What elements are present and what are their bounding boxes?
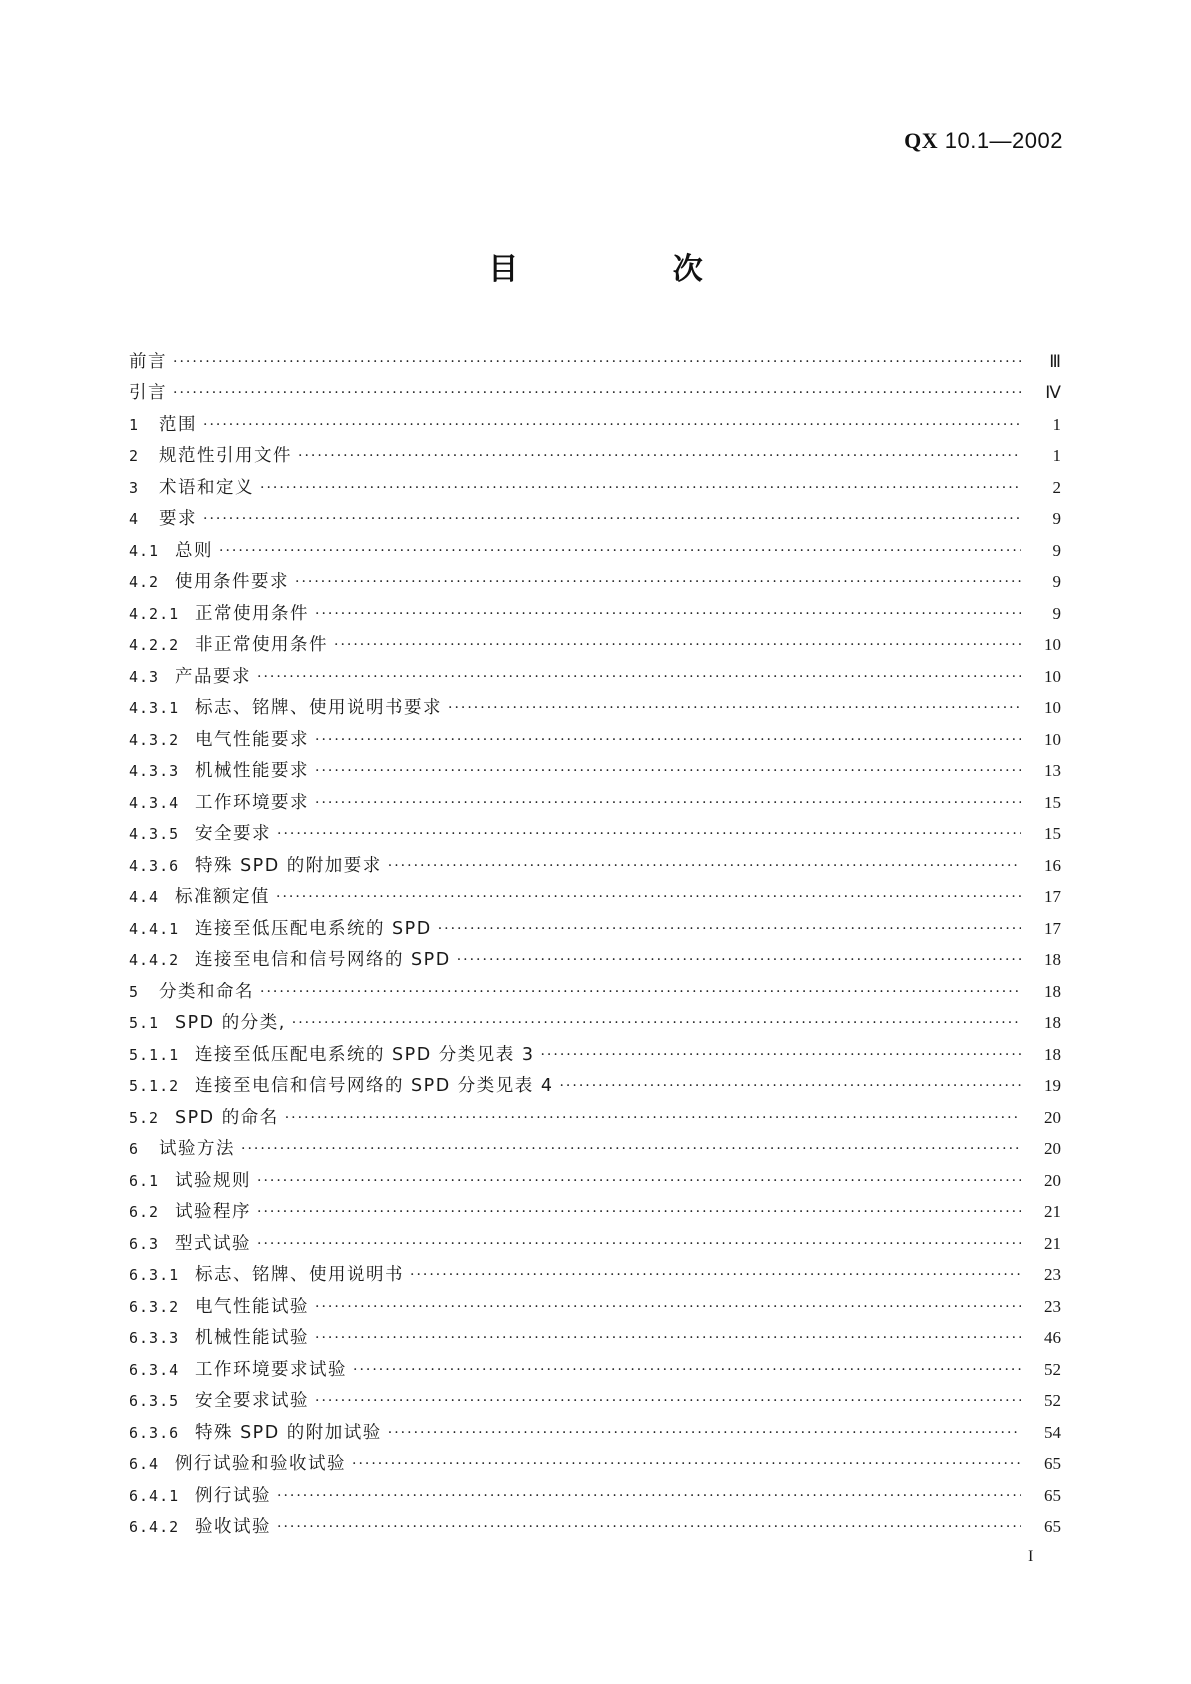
toc-entry-page: 18: [1044, 1013, 1061, 1033]
dot-leader: [410, 1265, 1021, 1285]
toc-entry-number: 4.3.2: [129, 730, 180, 749]
dot-leader: [559, 1076, 1021, 1096]
toc-entry-title: 特殊 SPD 的附加试验: [195, 1422, 382, 1443]
dot-leader: [298, 446, 1021, 466]
toc-entry-page: 54: [1044, 1422, 1061, 1442]
toc-entry[interactable]: [129, 850, 1061, 882]
toc-entry-title: 规范性引用文件: [159, 446, 292, 467]
toc-entry-page: 23: [1044, 1265, 1061, 1285]
toc-entry-page: 9: [1052, 540, 1061, 560]
toc-entry-title: 机械性能要求: [195, 761, 309, 782]
standard-code-prefix: QX: [904, 128, 939, 153]
dot-leader: [241, 1139, 1021, 1159]
toc-entry[interactable]: [129, 409, 1061, 441]
toc-entry-page: 10: [1044, 635, 1061, 655]
toc-entry-title: 特殊 SPD 的附加要求: [195, 855, 382, 876]
toc-entry[interactable]: [129, 1323, 1061, 1355]
dot-leader: [388, 1423, 1021, 1443]
toc-entry[interactable]: [129, 1354, 1061, 1386]
toc-entry-number: 6.3: [129, 1234, 160, 1253]
toc-entry-title: 标准额定值: [175, 887, 270, 908]
toc-entry[interactable]: [129, 567, 1061, 599]
toc-entry[interactable]: [129, 598, 1061, 630]
toc-entry-page: 2: [1052, 477, 1061, 497]
dot-leader: [257, 1234, 1021, 1254]
toc-entry-title: SPD 的分类,: [175, 1013, 286, 1034]
toc-entry-number: 4.2.1: [129, 604, 180, 623]
toc-entry-page: 46: [1044, 1328, 1061, 1348]
toc-entry-number: 4.4.2: [129, 951, 180, 970]
toc-entry-number: 6.3.5: [129, 1392, 180, 1411]
dot-leader: [203, 509, 1021, 529]
toc-entry-page: 21: [1044, 1233, 1061, 1253]
toc-entry-number: 4.3.3: [129, 762, 180, 781]
toc-entry-title: 试验方法: [159, 1139, 235, 1160]
toc-entry[interactable]: [129, 1260, 1061, 1292]
toc-entry-title: 非正常使用条件: [195, 635, 328, 656]
toc-entry-title: 引言: [129, 383, 167, 404]
toc-entry-number: 4.3.4: [129, 793, 180, 812]
dot-leader: [540, 1045, 1021, 1065]
toc-entry[interactable]: [129, 504, 1061, 536]
toc-entry-title: 连接至电信和信号网络的 SPD 分类见表 4: [195, 1076, 554, 1097]
dot-leader: [257, 1171, 1021, 1191]
toc-entry-page: 13: [1044, 761, 1061, 781]
toc-entry-page: 1: [1052, 446, 1061, 466]
toc-entry-page: 15: [1044, 824, 1061, 844]
toc-entry[interactable]: [129, 1102, 1061, 1134]
toc-entry-title: 安全要求试验: [195, 1391, 309, 1412]
dot-leader: [388, 856, 1021, 876]
dot-leader: [448, 698, 1021, 718]
dot-leader: [277, 1517, 1021, 1537]
dot-leader: [277, 824, 1021, 844]
toc-entry-title: 工作环境要求试验: [195, 1359, 347, 1380]
dot-leader: [315, 761, 1021, 781]
toc-entry-number: 5.2: [129, 1108, 160, 1127]
toc-entry[interactable]: [129, 882, 1061, 914]
toc-entry[interactable]: [129, 535, 1061, 567]
dot-leader: [315, 1391, 1021, 1411]
toc-entry[interactable]: [129, 472, 1061, 504]
dot-leader: [315, 793, 1021, 813]
toc-entry[interactable]: [129, 756, 1061, 788]
dot-leader: [173, 352, 1021, 372]
toc-entry-page: 15: [1044, 792, 1061, 812]
dot-leader: [203, 415, 1021, 435]
toc-entry-number: 6.4.2: [129, 1518, 180, 1537]
toc-entry-page: 52: [1044, 1359, 1061, 1379]
toc-entry-page: 20: [1044, 1170, 1061, 1190]
standard-code-number: 10.1—2002: [944, 128, 1063, 153]
toc-entry-number: 6.4: [129, 1455, 160, 1474]
toc-entry-page: 19: [1044, 1076, 1061, 1096]
toc-entry-title: 试验程序: [175, 1202, 251, 1223]
toc-entry-number: 5.1.1: [129, 1045, 180, 1064]
toc-entry-page: 65: [1044, 1454, 1061, 1474]
toc-entry-title: 试验规则: [175, 1170, 251, 1191]
toc-entry[interactable]: [129, 441, 1061, 473]
toc-entry[interactable]: [129, 1039, 1061, 1071]
toc-entry[interactable]: [129, 945, 1061, 977]
toc-entry-page: 20: [1044, 1107, 1061, 1127]
toc-entry-number: 6.3.4: [129, 1360, 180, 1379]
toc-entry-number: 4.4: [129, 888, 160, 907]
toc-entry-page: 20: [1044, 1139, 1061, 1159]
toc-entry-page: 10: [1044, 666, 1061, 686]
toc-entry-page: 65: [1044, 1485, 1061, 1505]
toc-entry[interactable]: [129, 1197, 1061, 1229]
toc-entry-number: 4.2: [129, 573, 160, 592]
toc-entry-title: 机械性能试验: [195, 1328, 309, 1349]
dot-leader: [353, 1360, 1021, 1380]
toc-entry[interactable]: [129, 787, 1061, 819]
toc-entry[interactable]: [129, 1480, 1061, 1512]
toc-entry-number: 4.2.2: [129, 636, 180, 655]
page-title: 目 次: [488, 252, 775, 287]
toc-entry[interactable]: [129, 1071, 1061, 1103]
toc-entry-number: 5.1: [129, 1014, 160, 1033]
toc-entry-page: 10: [1044, 729, 1061, 749]
toc-entry-page: 21: [1044, 1202, 1061, 1222]
toc-entry[interactable]: [129, 1512, 1061, 1544]
dot-leader: [315, 604, 1021, 624]
dot-leader: [295, 572, 1021, 592]
toc-entry-page: 9: [1052, 509, 1061, 529]
toc-entry-title: 前言: [129, 351, 167, 372]
dot-leader: [457, 950, 1021, 970]
toc-entry-title: 分类和命名: [159, 981, 254, 1002]
toc-entry-number: 4.3.6: [129, 856, 180, 875]
toc-entry-title: 要求: [159, 509, 197, 530]
toc-entry-number: 5.1.2: [129, 1077, 180, 1096]
toc-entry-number: 4.4.1: [129, 919, 180, 938]
toc-entry-number: 4.3.1: [129, 699, 180, 718]
dot-leader: [352, 1454, 1021, 1474]
toc-entry[interactable]: [129, 693, 1061, 725]
toc-entry-number: 4.3: [129, 667, 160, 686]
toc-entry[interactable]: [129, 1417, 1061, 1449]
toc-entry-page: 16: [1044, 855, 1061, 875]
toc-entry-number: 3: [129, 478, 140, 497]
toc-entry-title: 连接至低压配电系统的 SPD 分类见表 3: [195, 1044, 535, 1065]
toc-entry-title: 标志、铭牌、使用说明书要求: [195, 698, 442, 719]
toc-entry-title: 型式试验: [175, 1233, 251, 1254]
toc-entry[interactable]: [129, 630, 1061, 662]
toc-entry[interactable]: [129, 661, 1061, 693]
toc-entry-title: 术语和定义: [159, 477, 254, 498]
toc-entry-title: 验收试验: [195, 1517, 271, 1538]
toc-entry-number: 6.3.3: [129, 1329, 180, 1348]
toc-entry-page: 52: [1044, 1391, 1061, 1411]
dot-leader: [257, 1202, 1021, 1222]
toc-entry-title: 安全要求: [195, 824, 271, 845]
toc-entry[interactable]: [129, 1291, 1061, 1323]
toc-entry[interactable]: [129, 724, 1061, 756]
toc-entry-title: 例行试验: [195, 1485, 271, 1506]
toc-entry-page: 17: [1044, 918, 1061, 938]
toc-entry-page: 23: [1044, 1296, 1061, 1316]
dot-leader: [173, 383, 1021, 403]
toc-entry-title: 产品要求: [175, 666, 251, 687]
toc-entry[interactable]: [129, 1165, 1061, 1197]
dot-leader: [276, 887, 1021, 907]
toc-entry-title: 连接至电信和信号网络的 SPD: [195, 950, 451, 971]
toc-entry-page: Ⅳ: [1045, 383, 1061, 403]
toc-entry-title: 总则: [175, 540, 213, 561]
toc-entry-title: SPD 的命名: [175, 1107, 279, 1128]
toc-entry[interactable]: [129, 1008, 1061, 1040]
dot-leader: [292, 1013, 1021, 1033]
toc-entry-number: 1: [129, 415, 140, 434]
toc-entry-number: 6.3.1: [129, 1266, 180, 1285]
toc-entry-title: 电气性能试验: [195, 1296, 309, 1317]
toc-entry-number: 6.4.1: [129, 1486, 180, 1505]
standard-code: [904, 128, 1063, 154]
toc-entry-page: 18: [1044, 1044, 1061, 1064]
toc-entry-number: 2: [129, 447, 140, 466]
dot-leader: [219, 541, 1021, 561]
toc-entry-number: 6.2: [129, 1203, 160, 1222]
toc-entry-number: 6.1: [129, 1171, 160, 1190]
toc-entry[interactable]: [129, 1228, 1061, 1260]
dot-leader: [285, 1108, 1021, 1128]
toc-entry-page: 17: [1044, 887, 1061, 907]
toc-entry-page: 9: [1052, 572, 1061, 592]
toc-entry[interactable]: [129, 1386, 1061, 1418]
dot-leader: [334, 635, 1021, 655]
toc-entry-title: 电气性能要求: [195, 729, 309, 750]
toc-entry[interactable]: [129, 1134, 1061, 1166]
toc-entry-title: 范围: [159, 414, 197, 435]
toc-entry[interactable]: [129, 819, 1061, 851]
page-number: I: [1028, 1548, 1034, 1565]
toc-entry-title: 正常使用条件: [195, 603, 309, 624]
table-of-contents: [129, 346, 1061, 1543]
toc-entry-title: 连接至低压配电系统的 SPD: [195, 918, 432, 939]
toc-entry-number: 6: [129, 1140, 140, 1159]
toc-entry[interactable]: [129, 378, 1061, 410]
toc-entry-page: 1: [1052, 414, 1061, 434]
toc-entry-number: 4: [129, 510, 140, 529]
dot-leader: [260, 478, 1021, 498]
toc-entry-page: 65: [1044, 1517, 1061, 1537]
dot-leader: [277, 1486, 1021, 1506]
dot-leader: [315, 730, 1021, 750]
dot-leader: [438, 919, 1021, 939]
toc-entry[interactable]: [129, 1449, 1061, 1481]
toc-entry-title: 使用条件要求: [175, 572, 289, 593]
toc-entry-number: 4.1: [129, 541, 160, 560]
toc-entry-title: 例行试验和验收试验: [175, 1454, 346, 1475]
dot-leader: [315, 1328, 1021, 1348]
toc-entry[interactable]: [129, 913, 1061, 945]
dot-leader: [315, 1297, 1021, 1317]
toc-entry-page: Ⅲ: [1049, 351, 1061, 371]
dot-leader: [257, 667, 1021, 687]
toc-entry-number: 4.3.5: [129, 825, 180, 844]
toc-entry-title: 工作环境要求: [195, 792, 309, 813]
toc-entry-title: 标志、铭牌、使用说明书: [195, 1265, 404, 1286]
toc-entry-number: 5: [129, 982, 140, 1001]
toc-entry-page: 9: [1052, 603, 1061, 623]
dot-leader: [260, 982, 1021, 1002]
toc-entry-page: 10: [1044, 698, 1061, 718]
toc-entry-page: 18: [1044, 950, 1061, 970]
toc-entry-page: 18: [1044, 981, 1061, 1001]
toc-entry-number: 6.3.6: [129, 1423, 180, 1442]
toc-entry-number: 6.3.2: [129, 1297, 180, 1316]
toc-entry[interactable]: [129, 976, 1061, 1008]
toc-entry[interactable]: [129, 346, 1061, 378]
